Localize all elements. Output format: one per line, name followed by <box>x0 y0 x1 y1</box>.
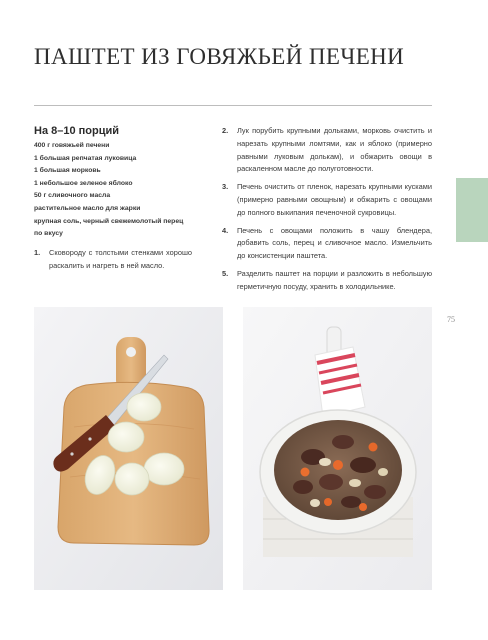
step-3 <box>222 181 432 219</box>
frying-pan-illustration <box>243 307 432 590</box>
step-text: Сковороду с толстыми стенками хорошо раскалить и нагреть в ней масло. <box>49 248 192 270</box>
cutting-board-illustration <box>34 307 223 590</box>
ingredient-list <box>34 140 192 241</box>
step-5 <box>222 268 432 294</box>
step-4 <box>222 225 432 263</box>
step-2 <box>222 125 432 176</box>
step-number: 3. <box>222 182 229 192</box>
step-number: 5. <box>222 268 229 278</box>
ingredient-item: растительное масло для жарки <box>34 204 141 212</box>
title-divider <box>34 105 432 106</box>
ingredients-block <box>34 125 192 241</box>
step-number: 2. <box>222 126 229 135</box>
ingredient-item: крупная соль, черный свежемолотый перец <box>34 217 184 225</box>
page-title: ПАШТЕТ ИЗ ГОВЯЖЬЕЙ ПЕЧЕНИ <box>34 44 405 69</box>
step-text: Разделить паштет на порции и разложить в небольшую герметичную посуду, хранить в холодильнике. <box>237 268 432 291</box>
step-text: Печень с овощами положить в чашу блендера, добавить соль, перец и сливочное масло. Измельчить до консистенции паштета. <box>237 225 432 261</box>
page-number: 75 <box>447 315 455 324</box>
step-1 <box>34 247 192 273</box>
servings-heading: На 8–10 порций <box>34 125 120 137</box>
step-text: Печень очистить от пленок, нарезать крупными кусками (примерно равными овощным) и обжарить с овощами до полного выкипания печеночной сукровицы. <box>237 182 432 217</box>
step-number: 4. <box>222 225 229 235</box>
ingredient-item: 50 г сливочного масла <box>34 192 111 200</box>
frying-pan-photo <box>243 307 432 590</box>
chapter-tab <box>456 178 488 242</box>
step-text: Лук порубить крупными дольками, морковь очистить и нарезать крупными ломтями, как и яблоко (примерно равными луковым долькам), и обжарить овощи в раскаленном масле до полуготовности. <box>237 126 432 174</box>
steps-column-right <box>222 125 432 299</box>
ingredient-item: 400 г говяжьей печени <box>34 142 110 149</box>
cutting-board-photo <box>34 307 223 590</box>
steps-column-left <box>34 247 192 278</box>
ingredient-item: 1 небольшое зеленое яблоко <box>34 179 133 187</box>
ingredient-item: 1 большая репчатая луковица <box>34 154 137 162</box>
step-number: 1. <box>34 248 41 257</box>
ingredient-item: 1 большая морковь <box>34 167 101 175</box>
ingredient-item: по вкусу <box>34 230 63 238</box>
